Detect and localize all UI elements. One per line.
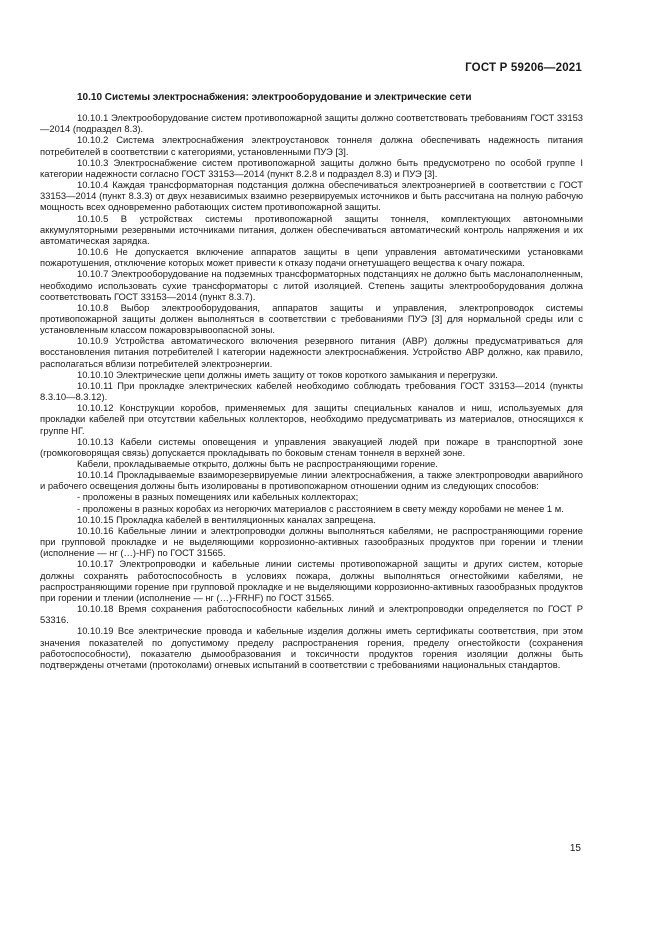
document-body	[40, 92, 583, 670]
paragraph-10-10-3: 10.10.3 Электроснабжение систем противопожарной защиты должно быть предусмотрено по особой группе I категории надежности согласно ГОСТ 33153—2014 (пункт 8.2.8 и подраздел 8.3) и ПУЭ [3].	[40, 156, 583, 179]
paragraph-10-10-1: 10.10.1 Электрооборудование систем противопожарной защиты должно соответствовать требованиям ГОСТ 33153—2014 (подраздел 8.3).	[40, 112, 583, 135]
list-item: - проложены в разных помещениях или кабельных коллекторах;	[77, 491, 359, 503]
paragraph-10-10-11: 10.10.11 При прокладке электрических кабелей необходимо соблюдать требования ГОСТ 33153—2014 (пункты 8.3.10—8.3.12).	[40, 379, 583, 403]
paragraph-10-10-15: 10.10.15 Прокладка кабелей в вентиляционных каналах запрещена.	[77, 513, 376, 525]
standard-designation: ГОСТ Р 59206—2021	[465, 62, 582, 74]
paragraph-10-10-6: 10.10.6 Не допускается включение аппаратов защиты в цепи управления автоматическими установками пожаротушения, отключение которых может привести к отказу подачи огнетушащего вещества к очагу пожара.	[40, 246, 583, 269]
paragraph-10-10-18: 10.10.18 Время сохранения работоспособности кабельных линий и электропроводки определяется по ГОСТ Р 53316.	[40, 603, 583, 626]
paragraph-10-10-4: 10.10.4 Каждая трансформаторная подстанция должна обеспечиваться электроэнергией в соответствии с ГОСТ 33153—2014 (пункт 8.3.3) от двух независимых взаимно резервируемых источников и быть рассчитана на полную рабочую мощность всех одновременно работающих систем противопожарной защиты.	[40, 179, 583, 213]
paragraph-10-10-13-note: Кабели, прокладываемые открыто, должны быть не распространяющими горение.	[77, 458, 438, 469]
paragraph-10-10-10: 10.10.10 Электрические цепи должны иметь защиту от токов короткого замыкания и перегрузки.	[77, 368, 498, 380]
list-item: - проложены в разных коробах из негорючих материалов с расстоянием в свету между коробами не менее 1 м.	[77, 502, 564, 514]
paragraph-10-10-9: 10.10.9 Устройства автоматического включения резервного питания (АВР) должны предусматриваться для восстановления питания потребителей I категории надежности электроснабжения. Устройство АВР должно, как правило, располагаться вблизи потребителей электроэнергии.	[40, 335, 583, 369]
paragraph-10-10-13: 10.10.13 Кабели системы оповещения и управления эвакуацией людей при пожаре в транспортной зоне (громкоговорящая связь) допускается прокладывать по боковым стенам тоннеля в верхней зоне.	[40, 435, 583, 458]
paragraph-10-10-8: 10.10.8 Выбор электрооборудования, аппаратов защиты и управления, электропроводок системы противопожарной защиты должен выполняться в соответствии с требованиями ПУЭ [3] для нормальной среды или с установленным классом пожаровзрывоопасной зоны.	[40, 301, 583, 336]
paragraph-10-10-19: 10.10.19 Все электрические провода и кабельные изделия должны иметь сертификаты соответствия, при этом значения показателей по допустимому пределу распространения горения, пределу огнестойкости (сохранения работоспособности), показателю дымообразования и токсичности продуктов горения изоляции должны быть подтверждены отчетами (протоколами) огневых испытаний в соответствии с требованиями национальных стандартов.	[40, 625, 583, 670]
page-number: 15	[569, 843, 581, 854]
paragraph-10-10-7: 10.10.7 Электрооборудование на подземных трансформаторных подстанциях не должно быть маслонаполненным, необходимо использовать сухие трансформаторы с литой изоляцией. Степень защиты электрооборудования должна соответствовать ГОСТ 33153—2014 (пункт 8.3.7).	[40, 268, 583, 302]
paragraph-10-10-2: 10.10.2 Система электроснабжения электроустановок тоннеля должна обеспечивать надежность питания потребителей в соответствии с категориями, установленными ПУЭ [3].	[40, 134, 583, 157]
paragraph-10-10-14: 10.10.14 Прокладываемые взаиморезервируемые линии электроснабжения, а также электропроводки аварийного и рабочего освещения должны быть изолированы в противопожарном отношении одним из следующих способов:	[40, 469, 583, 492]
section-title: 10.10 Системы электроснабжения: электрооборудование и электрические сети	[77, 92, 472, 103]
paragraph-10-10-5: 10.10.5 В устройствах системы противопожарной защиты тоннеля, комплектующих автономными аккумуляторными резервными источниками питания, должен обеспечиваться автоматический контроль напряжения и их автоматическая зарядка.	[40, 212, 583, 246]
paragraph-10-10-12: 10.10.12 Конструкции коробов, применяемых для защиты специальных каналов и ниш, используемых для прокладки кабелей при отсутствии кабельных коллекторов, необходимо предусматривать из материалов, относящихся к группе НГ.	[40, 402, 583, 436]
paragraph-10-10-16: 10.10.16 Кабельные линии и электропроводки должны выполняться кабелями, не распространяющими горение при групповой прокладке и не выделяющими коррозионно-активных газообразных продуктов при горении и тлении (исполнение — нг (…)-HF) по ГОСТ 31565.	[40, 524, 583, 559]
paragraph-10-10-17: 10.10.17 Электропроводки и кабельные линии системы противопожарной защиты и других систем, которые должны сохранять работоспособность в условиях пожара, должны выполняться огнестойкими кабелями, не распространяющими горение при групповой прокладке и не выделяющими коррозионно-активных газообразных продуктов при горении и тлении (исполнение — нг (…)-FRHF) по ГОСТ 31565.	[40, 558, 583, 603]
